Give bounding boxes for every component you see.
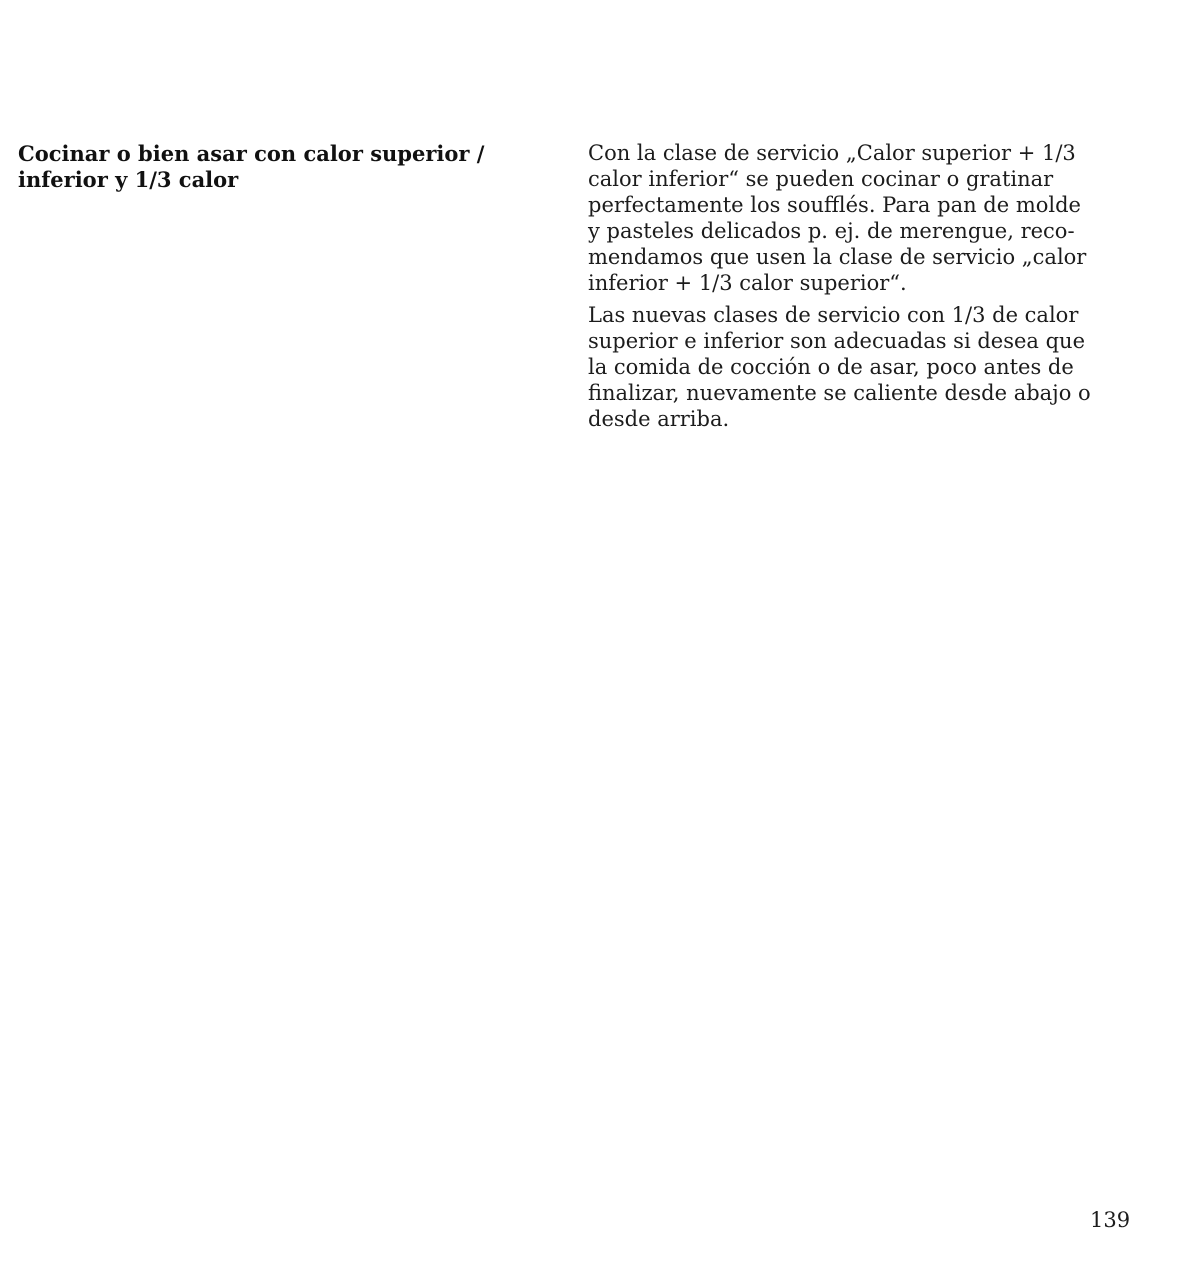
text-line: inferior + 1/3 calor superior“. [588, 271, 907, 295]
text-line: y pasteles delicados p. ej. de merengue, reco- [588, 219, 1075, 243]
text-line: mendamos que usen la clase de servicio „calor [588, 245, 1087, 269]
text-line: calor inferior“ se pueden cocinar o gratinar [588, 167, 1054, 191]
text-line: perfectamente los soufflés. Para pan de molde [588, 193, 1081, 217]
body-text-column [588, 140, 1128, 438]
text-line: finalizar, nuevamente se caliente desde abajo o [588, 381, 1091, 405]
paragraph-2 [588, 302, 1128, 432]
page-number: 139 [1090, 1208, 1131, 1232]
heading-line: Cocinar o bien asar con calor superior / [18, 141, 485, 166]
text-line: desde arriba. [588, 407, 730, 431]
section-heading [18, 141, 538, 193]
heading-line: inferior y 1/3 calor [18, 167, 239, 192]
paragraph-1 [588, 140, 1128, 296]
text-line: Las nuevas clases de servicio con 1/3 de calor [588, 303, 1079, 327]
text-line: superior e inferior son adecuadas si desea que [588, 329, 1086, 353]
text-line: Con la clase de servicio „Calor superior + 1/3 [588, 141, 1076, 165]
text-line: la comida de cocción o de asar, poco antes de [588, 355, 1074, 379]
